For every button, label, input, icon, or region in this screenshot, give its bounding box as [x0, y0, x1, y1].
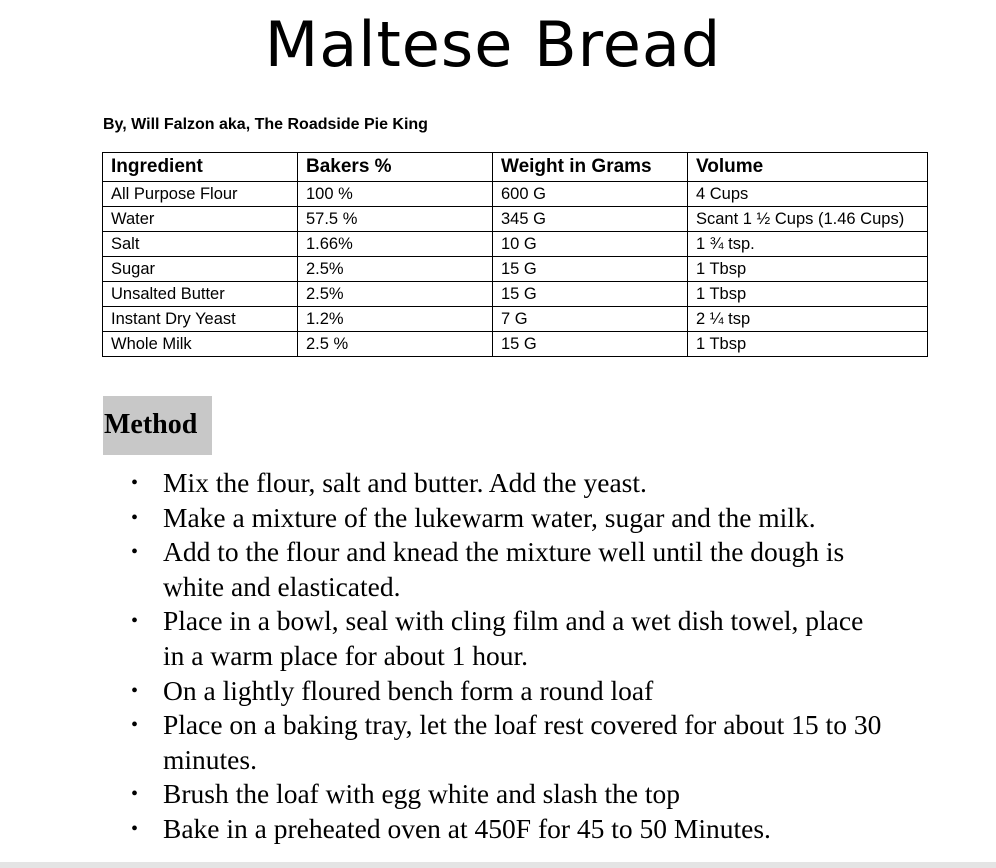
bullet-icon: • — [131, 679, 139, 702]
cell-bakers-percent: 2.5 % — [298, 332, 493, 357]
cell-weight: 15 G — [493, 332, 688, 357]
cell-weight: 10 G — [493, 232, 688, 257]
table-row — [103, 257, 928, 282]
list-item — [131, 708, 891, 777]
step-text: Mix the flour, salt and butter. Add the yeast. — [163, 467, 647, 498]
cell-ingredient: Salt — [103, 232, 298, 257]
table-row — [103, 307, 928, 332]
table-row — [103, 207, 928, 232]
cell-bakers-percent: 1.66% — [298, 232, 493, 257]
cell-ingredient: Instant Dry Yeast — [103, 307, 298, 332]
list-item — [131, 501, 891, 536]
bullet-icon: • — [131, 817, 139, 840]
cell-weight: 600 G — [493, 182, 688, 207]
bullet-icon: • — [131, 506, 139, 529]
table-header-row — [103, 153, 928, 182]
author-byline: By, Will Falzon aka, The Roadside Pie King — [103, 116, 428, 133]
cell-ingredient: All Purpose Flour — [103, 182, 298, 207]
cell-bakers-percent: 2.5% — [298, 257, 493, 282]
step-text: Place in a bowl, seal with cling film and a wet dish towel, place in a warm place for about 1 hour. — [163, 605, 864, 671]
header-ingredient: Ingredient — [103, 153, 298, 182]
ingredients-table — [102, 152, 928, 357]
step-text: Add to the flour and knead the mixture well until the dough is white and elasticated. — [163, 536, 845, 602]
list-item — [131, 604, 891, 673]
list-item — [131, 777, 891, 812]
table-row — [103, 332, 928, 357]
cell-weight: 15 G — [493, 282, 688, 307]
page-bottom-edge — [0, 862, 996, 868]
step-text: Brush the loaf with egg white and slash the top — [163, 778, 681, 810]
cell-bakers-percent: 100 % — [298, 182, 493, 207]
step-text: Place on a baking tray, let the loaf rest covered for about 15 to 30 minutes. — [163, 709, 882, 775]
bullet-icon: • — [131, 610, 139, 633]
cell-volume: Scant 1 ½ Cups (1.46 Cups) — [688, 207, 928, 232]
cell-ingredient: Water — [103, 207, 298, 232]
bullet-icon: • — [131, 472, 139, 494]
step-text: Make a mixture of the lukewarm water, sugar and the milk. — [163, 501, 816, 533]
header-volume: Volume — [688, 153, 928, 182]
cell-volume: 1 Tbsp — [688, 257, 928, 282]
cell-bakers-percent: 57.5 % — [298, 207, 493, 232]
list-item — [131, 466, 891, 501]
cell-ingredient: Whole Milk — [103, 332, 298, 357]
cell-volume: 1 Tbsp — [688, 282, 928, 307]
cell-weight: 15 G — [493, 257, 688, 282]
cell-ingredient: Sugar — [103, 257, 298, 282]
step-text: Bake in a preheated oven at 450F for 45 to 50 Minutes. — [163, 812, 771, 844]
cell-volume: 1 ¾ tsp. — [688, 232, 928, 257]
bullet-icon: • — [131, 714, 139, 737]
cell-weight: 345 G — [493, 207, 688, 232]
cell-bakers-percent: 2.5% — [298, 282, 493, 307]
method-heading: Method — [103, 396, 212, 455]
list-item — [131, 674, 891, 709]
table-row — [103, 282, 928, 307]
cell-volume: 2 ¼ tsp — [688, 307, 928, 332]
bullet-icon: • — [131, 783, 139, 806]
table-row — [103, 232, 928, 257]
step-text: On a lightly floured bench form a round loaf — [163, 674, 654, 706]
cell-volume: 4 Cups — [688, 182, 928, 207]
list-item — [131, 812, 891, 847]
header-weight-grams: Weight in Grams — [493, 153, 688, 182]
document-title: Maltese Bread — [264, 8, 722, 81]
bullet-icon: • — [131, 541, 139, 564]
cell-bakers-percent: 1.2% — [298, 307, 493, 332]
list-item — [131, 535, 891, 604]
table-row — [103, 182, 928, 207]
header-bakers-percent: Bakers % — [298, 153, 493, 182]
method-steps-list — [131, 466, 891, 847]
cell-weight: 7 G — [493, 307, 688, 332]
cell-volume: 1 Tbsp — [688, 332, 928, 357]
cell-ingredient: Unsalted Butter — [103, 282, 298, 307]
